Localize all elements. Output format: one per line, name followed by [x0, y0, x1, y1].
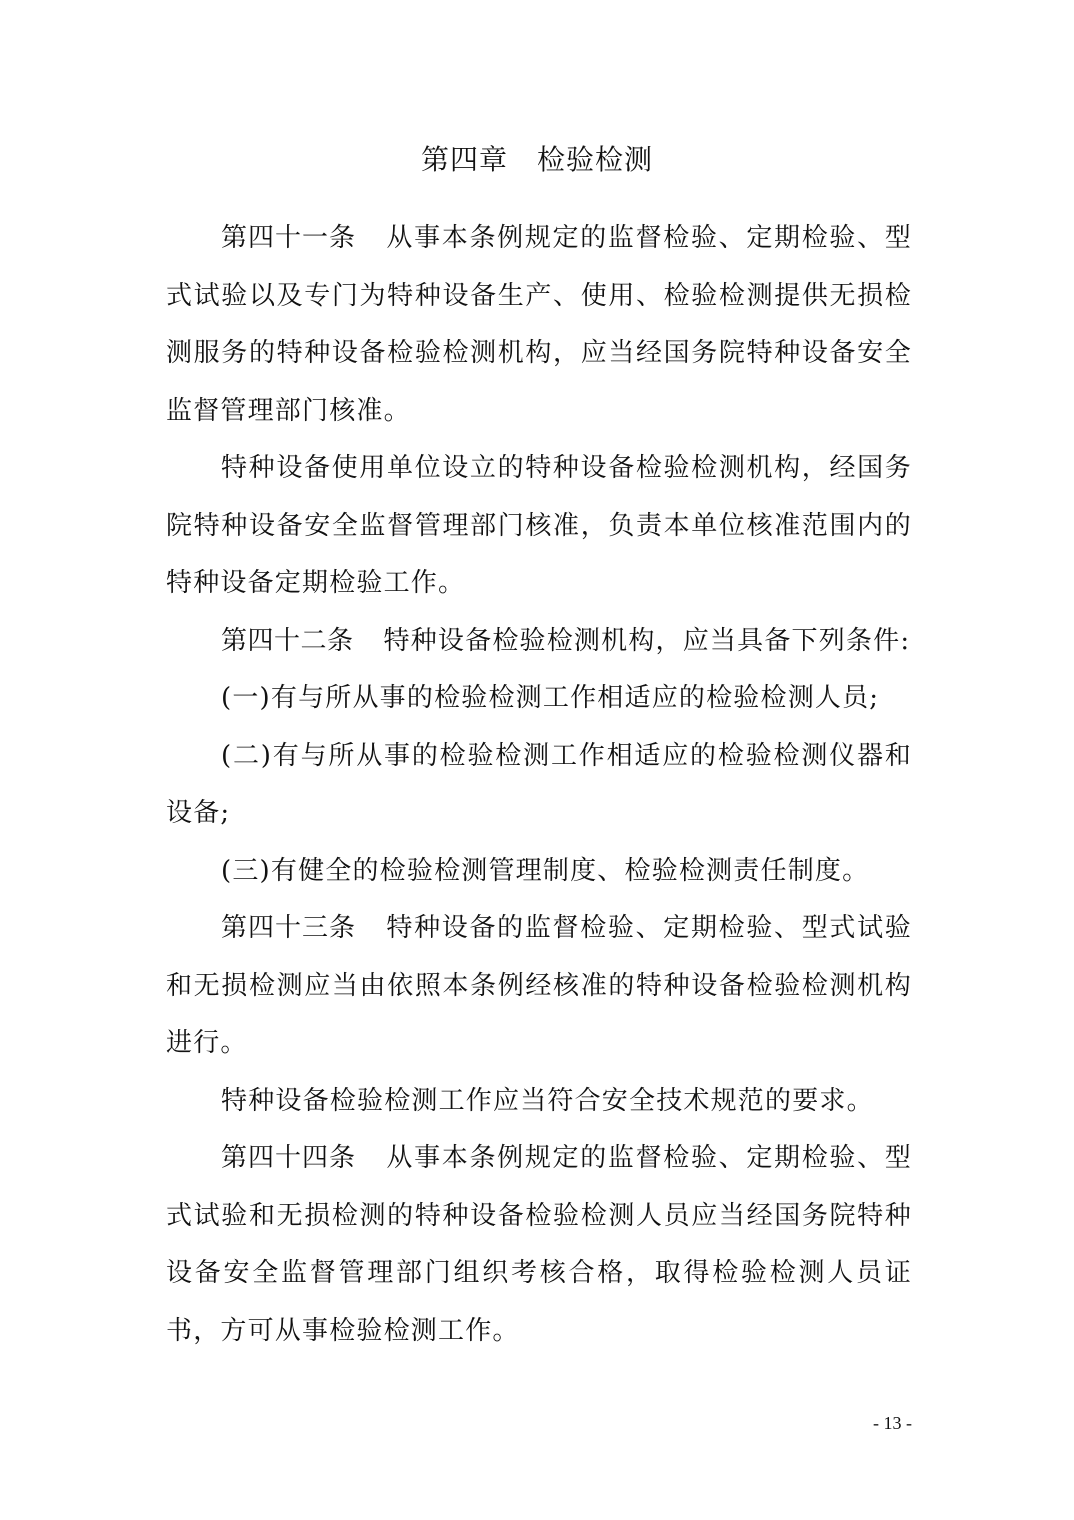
- document-body: [166, 210, 912, 1360]
- article-42-item-2: [166, 728, 912, 843]
- paragraph-text: 特种设备检验检测工作应当符合安全技术规范的要求。: [221, 1085, 874, 1116]
- page-number: - 13 -: [873, 1413, 912, 1433]
- paragraph-text: 从事本条例规定的监督检验、定期检验、型式试验和无损检测的特种设备检验检测人员应当经国务院特种设备安全监督管理部门组织考核合格，取得检验检测人员证书，方可从事检验检测工作。: [166, 1143, 912, 1346]
- article-42-item-3: [166, 843, 912, 901]
- paragraph-text: 特种设备使用单位设立的特种设备检验检测机构，经国务院特种设备安全监督管理部门核准，负责本单位核准范围内的特种设备定期检验工作。: [166, 453, 912, 598]
- article-number: 第四十二条: [221, 625, 354, 656]
- paragraph-text: 从事本条例规定的监督检验、定期检验、型式试验以及专门为特种设备生产、使用、检验检测提供无损检测服务的特种设备检验检测机构，应当经国务院特种设备安全监督管理部门核准。: [166, 223, 912, 426]
- paragraph-text: 特种设备的监督检验、定期检验、型式试验和无损检测应当由依照本条例经核准的特种设备检验检测机构进行。: [166, 913, 912, 1058]
- article-42-item-1: [166, 670, 912, 728]
- article-41-clause-2: [166, 440, 912, 613]
- article-41-paragraph: [166, 210, 912, 440]
- paragraph-text: (三)有健全的检验检测管理制度、检验检测责任制度。: [221, 855, 870, 886]
- article-43-paragraph: [166, 900, 912, 1073]
- article-number: 第四十一条: [221, 223, 356, 253]
- paragraph-text: (一)有与所从事的检验检测工作相适应的检验检测人员;: [221, 683, 880, 713]
- paragraph-text: 特种设备检验检测机构，应当具备下列条件:: [383, 625, 911, 656]
- article-number: 第四十四条: [221, 1143, 356, 1173]
- article-43-clause-2: [166, 1073, 912, 1131]
- article-number: 第四十三条: [221, 913, 356, 943]
- article-42-paragraph: [166, 613, 912, 671]
- paragraph-text: (二)有与所从事的检验检测工作相适应的检验检测仪器和设备;: [166, 740, 912, 828]
- article-44-paragraph: [166, 1130, 912, 1360]
- chapter-title: 第四章 检验检测: [420, 143, 653, 176]
